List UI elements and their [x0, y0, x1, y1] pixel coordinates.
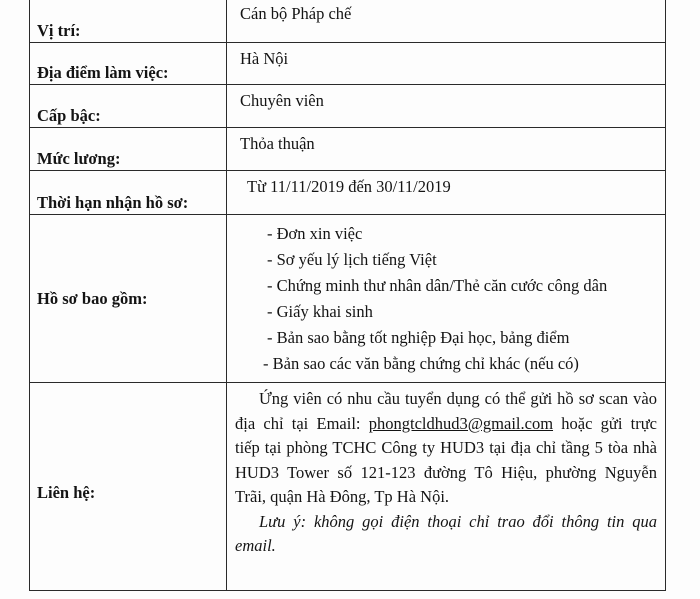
contact-text-before: Ứng viên có nhu cầu tuyển dụng có thể gửi hồ sơ scan vào địa chỉ tại Email:: [235, 389, 657, 433]
row-documents: [30, 215, 666, 383]
contact-label-cell: [30, 383, 227, 591]
deadline-label: Thời hạn nhận hồ sơ:: [37, 193, 189, 212]
position-value-cell: [227, 0, 666, 43]
location-value: Hà Nội: [240, 49, 289, 68]
location-label: Địa điểm làm việc:: [37, 63, 169, 82]
position-label-cell: [30, 0, 227, 43]
contact-body: [227, 383, 665, 559]
contact-value-cell: [227, 383, 666, 591]
row-deadline: [30, 171, 666, 215]
level-label: Cấp bậc:: [37, 106, 101, 125]
position-value: Cán bộ Pháp chế: [240, 4, 352, 23]
row-contact: [30, 383, 666, 591]
row-location: [30, 43, 666, 85]
deadline-value: Từ 11/11/2019 đến 30/11/2019: [247, 177, 451, 196]
salary-value-cell: [227, 128, 666, 171]
contact-note: Lưu ý: không gọi điện thoại chỉ trao đổi thông tin qua email.: [235, 511, 657, 555]
salary-label: Mức lương:: [37, 149, 121, 168]
contact-text-after: hoặc gửi trực tiếp tại phòng TCHC Công ty HUD3 tại địa chỉ tầng 5 tòa nhà HUD3 Tower số 121-123 đường Tô Hiệu, phường Nguyễn Trãi, quận Hà Đông, Tp Hà Nội.: [235, 413, 657, 506]
level-value: Chuyên viên: [240, 91, 324, 110]
contact-label: Liên hệ:: [37, 482, 96, 502]
position-label: Vị trí:: [37, 21, 81, 40]
list-item: - Chứng minh thư nhân dân/Thẻ căn cước công dân: [267, 276, 608, 295]
salary-label-cell: [30, 128, 227, 171]
documents-label-cell: [30, 215, 227, 383]
row-position: [30, 0, 666, 43]
row-level: [30, 85, 666, 128]
location-value-cell: [227, 43, 666, 85]
list-item: - Bản sao bằng tốt nghiệp Đại học, bảng điểm: [267, 328, 570, 347]
job-info-table: [29, 0, 666, 591]
list-item: - Bản sao các văn bằng chứng chỉ khác (nếu có): [263, 354, 579, 373]
level-value-cell: [227, 85, 666, 128]
contact-paragraph: [235, 387, 657, 510]
row-salary: [30, 128, 666, 171]
list-item: - Đơn xin việc: [267, 224, 363, 243]
salary-value: Thỏa thuận: [240, 134, 315, 153]
deadline-value-cell: [227, 171, 666, 215]
email-link[interactable]: phongtcldhud3@gmail.com: [368, 413, 554, 433]
documents-list: [227, 215, 665, 377]
level-label-cell: [30, 85, 227, 128]
documents-label: Hồ sơ bao gồm:: [37, 288, 148, 308]
list-item: - Sơ yếu lý lịch tiếng Việt: [267, 250, 437, 269]
documents-value-cell: [227, 215, 666, 383]
location-label-cell: [30, 43, 227, 85]
list-item: - Giấy khai sinh: [267, 302, 373, 321]
deadline-label-cell: [30, 171, 227, 215]
